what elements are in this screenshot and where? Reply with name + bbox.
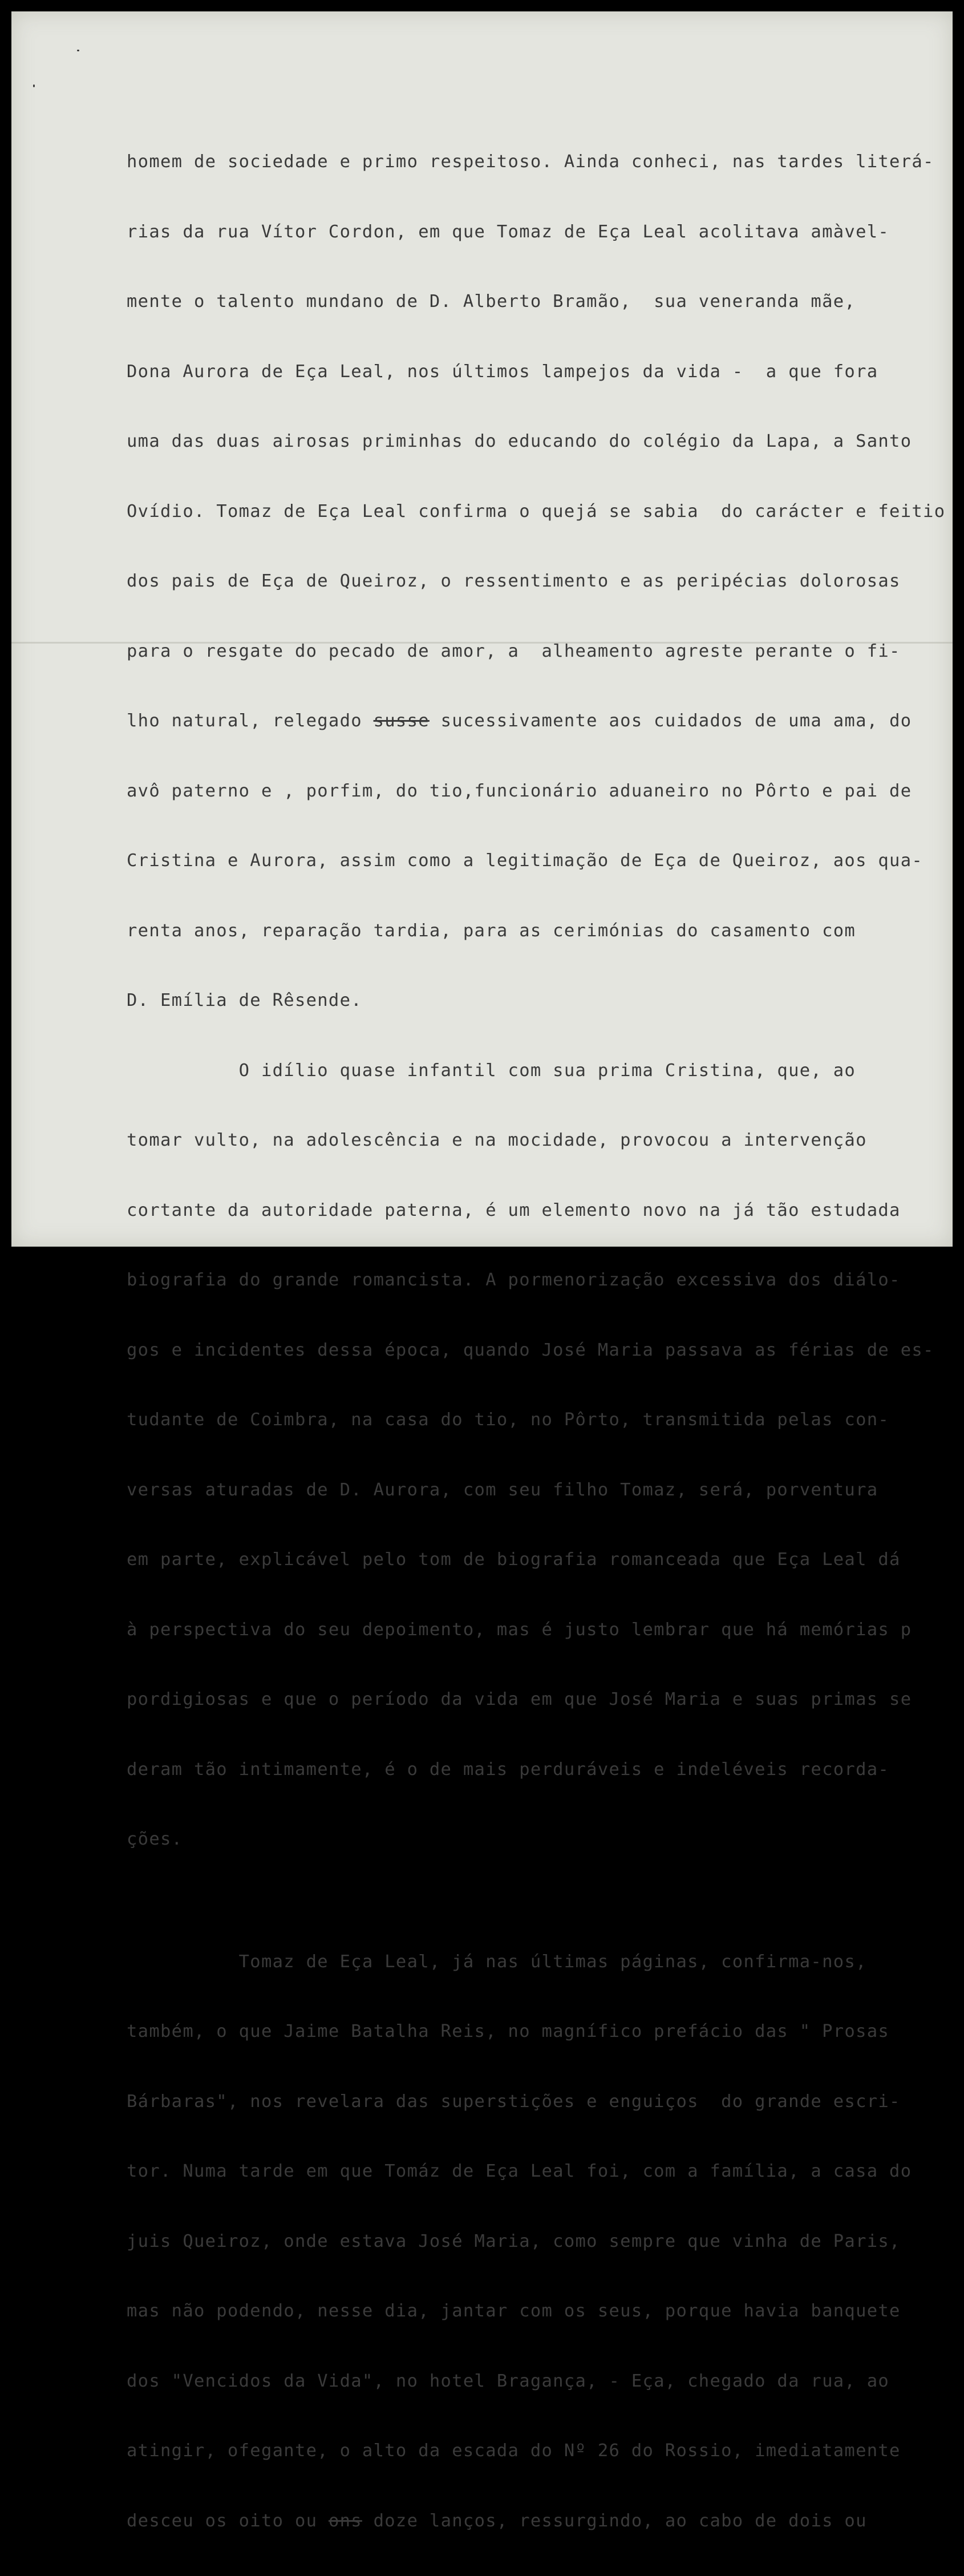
text-line: tomar vulto, na adolescência e na mocidade, provocou a intervenção <box>127 1130 867 1150</box>
text-line: biografia do grande romancista. A pormenorização excessiva dos diálo- <box>127 1270 901 1290</box>
text-line: Dona Aurora de Eça Leal, nos últimos lampejos da vida - a que fora <box>127 361 878 382</box>
text-segment: sucessivamente aos cuidados de uma ama, do <box>429 711 912 731</box>
paragraph-start: Tomaz de Eça Leal, já nas últimas páginas, confirma-nos, <box>127 1951 867 1972</box>
text-line: ções. <box>127 1829 183 1849</box>
struck-out-word: ons <box>328 2510 362 2531</box>
text-line: renta anos, reparação tardia, para as cerimónias do casamento com <box>127 920 856 941</box>
text-line: Ovídio. Tomaz de Eça Leal confirma o quejá se sabia do carácter e feitio <box>127 501 946 521</box>
text-line: deram tão intimamente, é o de mais perduráveis e indeléveis recorda- <box>127 1759 890 1780</box>
text-line: Cristina e Aurora, assim como a legitimação de Eça de Queiroz, aos qua- <box>127 851 924 871</box>
text-line: atingir, ofegante, o alto da escada do Nº 26 do Rossio, imediatamente <box>127 2441 901 2461</box>
text-line: avô paterno e , porfim, do tio,funcionário aduaneiro no Pôrto e pai de <box>127 781 912 801</box>
text-line: em parte, explicável pelo tom de biografia romanceada que Eça Leal dá <box>127 1550 901 1570</box>
text-line: gos e incidentes dessa época, quando José Maria passava as férias de es- <box>127 1340 934 1360</box>
text-segment: desceu os oito ou <box>127 2510 329 2531</box>
text-line: D. Emília de Rêsende. <box>127 990 362 1010</box>
text-line: versas aturadas de D. Aurora, com seu filho Tomaz, será, porventura <box>127 1479 878 1500</box>
paragraph-start: O idílio quase infantil com sua prima Cristina, que, ao <box>127 1060 856 1081</box>
text-line: para o resgate do pecado de amor, a alheamento agreste perante o fi- <box>127 641 901 661</box>
text-line: rias da rua Vítor Cordon, em que Tomaz de Eça Leal acolitava amàvel- <box>127 221 890 242</box>
text-segment: lho natural, relegado <box>127 711 374 731</box>
text-line: homem de sociedade e primo respeitoso. Ainda conheci, nas tardes literá- <box>127 152 934 172</box>
text-line <box>127 2506 948 2537</box>
text-line: cortante da autoridade paterna, é um elemento novo na já tão estudada <box>127 1200 901 1220</box>
text-line: dos pais de Eça de Queiroz, o ressentimento e as peripécias dolorosas <box>127 571 901 591</box>
typewritten-page <box>11 11 953 2531</box>
text-line: tor. Numa tarde em que Tomáz de Eça Leal foi, com a família, a casa do <box>127 2161 912 2181</box>
text-line: Bárbaras", nos revelara das superstições e enguiços do grande escri- <box>127 2091 901 2112</box>
struck-out-word: susse <box>373 711 430 731</box>
text-line: mas não podendo, nesse dia, jantar com os seus, porque havia banquete <box>127 2301 901 2321</box>
text-line: à perspectiva do seu depoimento, mas é justo lembrar que há memórias p <box>127 1619 912 1640</box>
text-line: juis Queiroz, onde estava José Maria, como sempre que vinha de Paris, <box>127 2231 901 2251</box>
text-line: dos "Vencidos da Vida", no hotel Bragança, - Eça, chegado da rua, ao <box>127 2371 890 2391</box>
body-text <box>127 107 948 2576</box>
text-segment: doze lanços, ressurgindo, ao cabo de dois ou <box>362 2510 867 2531</box>
text-line: também, o que Jaime Batalha Reis, no magnífico prefácio das " Prosas <box>127 2021 890 2041</box>
text-line: tudante de Coimbra, na casa do tio, no Pôrto, transmitida pelas con- <box>127 1410 890 1430</box>
text-line <box>127 706 948 737</box>
text-line: uma das duas airosas priminhas do educando do colégio da Lapa, a Santo <box>127 431 912 451</box>
text-line: mente o talento mundano de D. Alberto Bramão, sua veneranda mãe, <box>127 292 856 312</box>
paragraph-gap <box>127 1895 948 1907</box>
text-line: pordigiosas e que o período da vida em que José Maria e suas primas se <box>127 1689 912 1709</box>
ink-speck <box>77 50 79 51</box>
ink-speck <box>33 84 35 87</box>
